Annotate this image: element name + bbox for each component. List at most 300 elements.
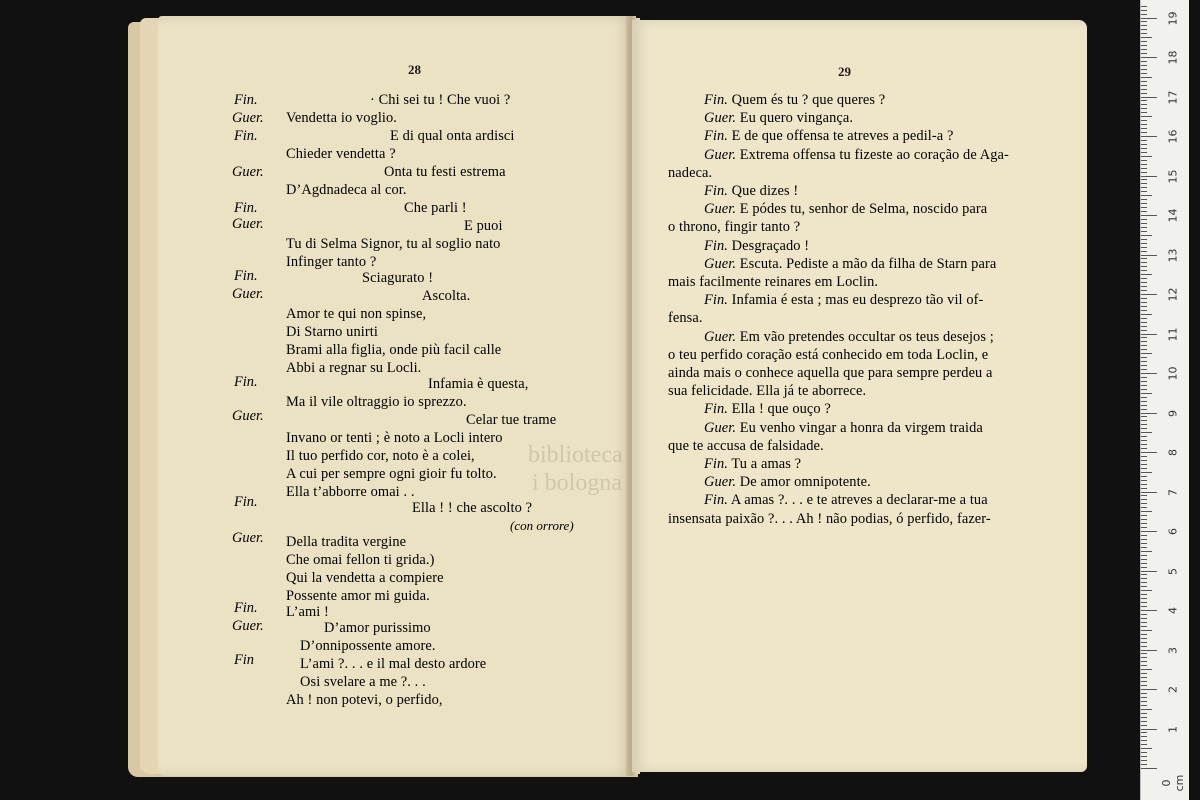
verse-line: Possente amor mi guida.	[286, 588, 430, 604]
ruler-tick	[1141, 314, 1152, 315]
ruler-tick	[1141, 389, 1147, 390]
ruler-tick	[1141, 199, 1147, 200]
ruler-tick	[1141, 436, 1147, 437]
ruler-tick	[1141, 49, 1147, 50]
verse-line: Ma il vile oltraggio io sprezzo.	[286, 394, 467, 410]
ruler-tick	[1141, 341, 1147, 342]
ruler-tick	[1141, 243, 1147, 244]
ruler-tick	[1141, 740, 1147, 741]
ruler-tick	[1141, 270, 1147, 271]
verse-line: Qui la vendetta a compiere	[286, 570, 444, 586]
ruler-tick	[1141, 361, 1147, 362]
ruler-tick	[1141, 760, 1147, 761]
ruler-number: 12	[1166, 287, 1180, 302]
ruler-tick	[1141, 582, 1147, 583]
ruler-tick	[1141, 330, 1147, 331]
ruler-tick	[1141, 176, 1157, 177]
ruler-tick	[1141, 673, 1147, 674]
ruler-number: 3	[1166, 646, 1180, 654]
speaker-label: Fin.	[704, 128, 728, 145]
ruler-number: 17	[1166, 90, 1180, 104]
ruler-tick	[1141, 381, 1147, 382]
ruler-tick	[1141, 179, 1147, 180]
ruler-tick	[1141, 140, 1147, 141]
ruler-tick	[1141, 756, 1147, 757]
speaker-label: Fin.	[704, 183, 728, 199]
verse-line: D’onnipossente amore.	[300, 638, 436, 654]
prose-paragraph	[704, 92, 885, 109]
ruler-tick	[1141, 235, 1152, 236]
ruler-tick	[1141, 77, 1152, 78]
speaker-label: Guer.	[704, 110, 737, 127]
ruler-tick	[1141, 586, 1147, 587]
ruler-tick	[1141, 397, 1147, 398]
ruler-tick	[1141, 618, 1147, 619]
ruler-tick	[1141, 85, 1147, 86]
ruler-tick	[1141, 748, 1152, 749]
prose-continuation: que te accusa de falsidade.	[668, 437, 824, 454]
prose-paragraph	[704, 292, 983, 309]
speaker-label: Fin.	[234, 128, 258, 144]
ruler-tick	[1141, 634, 1147, 635]
ruler-tick	[1141, 594, 1147, 595]
ruler-tick	[1141, 10, 1147, 11]
ruler-tick	[1141, 211, 1147, 212]
ruler-number: 5	[1166, 567, 1180, 575]
ruler-tick	[1141, 298, 1147, 299]
ruler-tick	[1141, 266, 1147, 267]
prose-continuation: o throno, fingir tanto ?	[668, 219, 801, 236]
prose-continuation: sua felicidade. Ella já te aborrece.	[668, 383, 867, 400]
ruler-tick	[1141, 262, 1147, 263]
speaker-label: Guer.	[704, 474, 737, 491]
ruler-tick	[1141, 255, 1157, 256]
verse-line: Tu di Selma Signor, tu al soglio nato	[286, 236, 501, 252]
ruler-tick	[1141, 725, 1147, 726]
verse-line: Osi svelare a me ?. . .	[300, 674, 426, 690]
ruler-tick	[1141, 57, 1157, 58]
ruler-tick	[1141, 69, 1147, 70]
ruler-tick	[1141, 539, 1147, 540]
ruler-zero-label: 0 cm	[1160, 774, 1186, 792]
ruler-tick	[1141, 168, 1147, 169]
ruler-tick	[1141, 116, 1152, 117]
ruler-number: 13	[1166, 248, 1180, 262]
prose-text: Quem és tu ? que queres ?	[727, 92, 886, 108]
speaker-label: Fin	[234, 652, 254, 668]
ruler-number: 16	[1166, 129, 1180, 144]
prose-paragraph	[704, 329, 994, 346]
ruler-number: 11	[1166, 327, 1180, 341]
ruler-tick	[1141, 108, 1147, 109]
ruler-tick	[1141, 480, 1147, 481]
ruler-tick	[1141, 468, 1147, 469]
ruler-tick	[1141, 294, 1157, 295]
prose-continuation: nadeca.	[668, 164, 713, 181]
ruler-tick	[1141, 709, 1152, 710]
verse-line: Infamia è questa,	[428, 376, 529, 392]
ruler-tick	[1141, 112, 1147, 113]
ruler-tick	[1141, 484, 1147, 485]
ruler-tick	[1141, 18, 1157, 19]
ruler-tick	[1141, 650, 1157, 651]
ruler-tick	[1141, 53, 1147, 54]
speaker-label: Fin.	[704, 456, 728, 472]
ruler-tick	[1141, 322, 1147, 323]
ruler-tick	[1141, 65, 1147, 66]
ruler-tick	[1141, 334, 1157, 335]
ruler-number: 18	[1166, 50, 1180, 65]
ruler-tick	[1141, 191, 1147, 192]
ruler-tick	[1141, 152, 1147, 153]
ruler-tick	[1141, 693, 1147, 694]
prose-text: Infamia é esta ; mas eu desprezo tão vil of-	[727, 292, 984, 309]
ruler-tick	[1141, 626, 1147, 627]
ruler-tick	[1141, 373, 1157, 374]
ruler-tick	[1141, 187, 1147, 188]
ruler-tick	[1141, 104, 1147, 105]
ruler-tick	[1141, 614, 1147, 615]
verse-line: Della tradita vergine	[286, 534, 407, 550]
ruler-tick	[1141, 357, 1147, 358]
speaker-label: Fin.	[234, 92, 258, 108]
ruler-tick	[1141, 523, 1147, 524]
ruler-number: 4	[1166, 607, 1180, 614]
ruler-tick	[1141, 744, 1147, 745]
prose-text: E de que offensa te atreves a pedil-a ?	[727, 128, 954, 145]
speaker-label: Guer.	[704, 146, 737, 163]
ruler-tick	[1141, 444, 1147, 445]
ruler-tick	[1141, 547, 1147, 548]
speaker-label: Fin.	[234, 268, 258, 284]
verse-line: Onta tu festi estrema	[384, 164, 506, 180]
ruler-tick	[1141, 424, 1147, 425]
verse-line: L’ami ?. . . e il mal desto ardore	[300, 656, 487, 672]
verse-line: Che omai fellon ti grida.)	[286, 552, 435, 568]
ruler-tick	[1141, 278, 1147, 279]
prose-paragraph	[704, 492, 988, 509]
ruler-tick	[1141, 29, 1147, 30]
ruler-tick	[1141, 73, 1147, 74]
prose-paragraph	[704, 147, 1009, 164]
prose-continuation: insensata paixão ?. . . Ah ! não podias, ó perfido, fazer-	[668, 510, 991, 527]
ruler-tick	[1141, 345, 1147, 346]
speaker-label: Guer.	[704, 255, 737, 272]
speaker-label: Fin.	[234, 494, 258, 510]
prose-continuation: ainda mais o conhece aquella que para sempre perdeu a	[668, 365, 993, 381]
ruler-tick	[1141, 120, 1147, 121]
verse-line: Brami alla figlia, onde più facil calle	[286, 342, 502, 358]
prose-text: Desgraçado !	[727, 237, 810, 254]
ruler-tick	[1141, 713, 1147, 714]
ruler-tick	[1141, 128, 1147, 129]
ruler-tick	[1141, 440, 1147, 441]
ruler-tick	[1141, 286, 1147, 287]
ruler-tick	[1141, 677, 1147, 678]
ruler-tick	[1141, 365, 1147, 366]
ruler-tick	[1141, 689, 1157, 690]
ruler-tick	[1141, 642, 1147, 643]
ruler-tick	[1141, 124, 1147, 125]
ruler-tick	[1141, 144, 1147, 145]
verse-line: Che parli !	[404, 200, 467, 216]
ruler-tick	[1141, 215, 1157, 216]
ruler-tick	[1141, 515, 1147, 516]
ruler-tick	[1141, 752, 1147, 753]
ruler-tick	[1141, 717, 1147, 718]
ruler-number: 15	[1166, 169, 1180, 183]
ruler-tick	[1141, 646, 1147, 647]
ruler-tick	[1141, 337, 1147, 338]
ruler-tick	[1141, 669, 1152, 670]
verse-line: E puoi	[464, 218, 503, 234]
speaker-label: Fin.	[704, 92, 728, 108]
ruler-number: 2	[1166, 686, 1180, 693]
speaker-label: Guer.	[232, 530, 264, 546]
ruler-tick	[1141, 25, 1147, 26]
measurement-ruler	[1140, 0, 1189, 800]
ruler-tick	[1141, 685, 1147, 686]
verse-line: E di qual onta ardisci	[390, 128, 515, 144]
speaker-label: Fin.	[704, 292, 728, 309]
ruler-tick	[1141, 488, 1147, 489]
ruler-tick	[1141, 492, 1157, 493]
verse-line: Vendetta io voglio.	[286, 110, 398, 126]
ruler-tick	[1141, 231, 1147, 232]
ruler-tick	[1141, 729, 1157, 730]
ruler-tick	[1141, 385, 1147, 386]
ruler-tick	[1141, 507, 1147, 508]
verse-line: D’amor purissimo	[324, 620, 431, 636]
ruler-tick	[1141, 369, 1147, 370]
prose-continuation: o teu perfido coração está conhecido em toda Loclin, e	[668, 346, 989, 363]
ruler-number: 7	[1166, 488, 1180, 496]
verse-line: Ella ! ! che ascolto ?	[412, 500, 533, 516]
verse-line: Abbi a regnar su Locli.	[286, 360, 422, 376]
ruler-tick	[1141, 207, 1147, 208]
speaker-label: Guer.	[232, 408, 264, 424]
prose-continuation: fensa.	[668, 310, 703, 327]
ruler-tick	[1141, 274, 1152, 275]
ruler-tick	[1141, 14, 1147, 15]
verse-line: Amor te qui non spinse,	[286, 306, 427, 322]
watermark-line-2: i bologna	[532, 470, 622, 496]
ruler-number: 10	[1166, 366, 1180, 381]
prose-paragraph	[704, 456, 801, 473]
ruler-tick	[1141, 413, 1157, 414]
ruler-number: 6	[1166, 528, 1180, 535]
speaker-label: Guer.	[232, 164, 264, 180]
ruler-tick	[1141, 172, 1147, 173]
prose-text: Eu venho vingar a honra da virgem traida	[736, 419, 983, 436]
ruler-tick	[1141, 456, 1147, 457]
ruler-tick	[1141, 93, 1147, 94]
ruler-tick	[1141, 258, 1147, 259]
ruler-tick	[1141, 41, 1147, 42]
stage-direction: (con orrore)	[510, 518, 574, 533]
ruler-tick	[1141, 460, 1147, 461]
ruler-tick	[1141, 393, 1152, 394]
ruler-tick	[1141, 736, 1147, 737]
verse-line: Di Starno unirti	[286, 324, 378, 340]
ruler-tick	[1141, 401, 1147, 402]
ruler-tick	[1141, 527, 1147, 528]
ruler-tick	[1141, 251, 1147, 252]
verse-line: L’ami !	[286, 604, 329, 620]
speaker-label: Guer.	[232, 618, 264, 634]
page-number-right: 29	[838, 64, 851, 79]
ruler-tick	[1141, 61, 1147, 62]
prose-paragraph	[704, 256, 996, 273]
ruler-tick	[1141, 45, 1147, 46]
ruler-tick	[1141, 472, 1152, 473]
ruler-number: 19	[1166, 11, 1180, 25]
speaker-label: Fin.	[704, 492, 728, 509]
verse-line: Ah ! non potevi, o perfido,	[286, 692, 443, 708]
prose-paragraph	[704, 420, 983, 437]
ruler-tick	[1141, 697, 1147, 698]
ruler-tick	[1141, 160, 1147, 161]
ruler-tick	[1141, 89, 1147, 90]
ruler-tick	[1141, 452, 1157, 453]
ruler-tick	[1141, 721, 1147, 722]
prose-paragraph	[704, 110, 853, 127]
speaker-label: Guer.	[704, 201, 737, 218]
verse-line: Infinger tanto ?	[286, 254, 377, 270]
ruler-tick	[1141, 638, 1147, 639]
ruler-tick	[1141, 448, 1147, 449]
ruler-tick	[1141, 503, 1147, 504]
ruler-tick	[1141, 148, 1147, 149]
ruler-tick	[1141, 574, 1147, 575]
speaker-label: Guer.	[232, 110, 264, 126]
ruler-tick	[1141, 732, 1147, 733]
prose-text: Que dizes !	[727, 183, 799, 199]
ruler-tick	[1141, 511, 1152, 512]
ruler-tick	[1141, 310, 1147, 311]
ruler-tick	[1141, 136, 1157, 137]
verse-line: Chieder vendetta ?	[286, 146, 396, 162]
ruler-number: 14	[1166, 208, 1180, 223]
ruler-tick	[1141, 239, 1147, 240]
ruler-tick	[1141, 306, 1147, 307]
ruler-tick	[1141, 543, 1147, 544]
speaker-label: Fin.	[234, 600, 258, 616]
ruler-tick	[1141, 247, 1147, 248]
ruler-tick	[1141, 183, 1147, 184]
ruler-tick	[1141, 665, 1147, 666]
ruler-tick	[1141, 602, 1147, 603]
ruler-tick	[1141, 768, 1157, 769]
ruler-tick	[1141, 531, 1157, 532]
speaker-label: Guer.	[232, 216, 264, 232]
ruler-tick	[1141, 409, 1147, 410]
prose-continuation: mais facilmente reinares em Loclin.	[668, 274, 879, 290]
ruler-tick	[1141, 630, 1152, 631]
prose-paragraph	[704, 201, 987, 218]
ruler-tick	[1141, 318, 1147, 319]
ruler-tick	[1141, 428, 1147, 429]
prose-text: Extrema offensa tu fizeste ao coração de Aga-	[736, 146, 1009, 163]
ruler-tick	[1141, 37, 1152, 38]
ruler-tick	[1141, 657, 1147, 658]
ruler-tick	[1141, 432, 1152, 433]
prose-paragraph	[704, 238, 809, 255]
ruler-tick	[1141, 156, 1152, 157]
ruler-tick	[1141, 590, 1152, 591]
ruler-tick	[1141, 578, 1147, 579]
verse-line: Celar tue trame	[466, 412, 557, 428]
prose-text: Eu quero vingança.	[736, 110, 854, 127]
ruler-tick	[1141, 653, 1147, 654]
prose-text: Ella ! que ouço ?	[727, 401, 831, 418]
ruler-tick	[1141, 21, 1147, 22]
verse-line: · Chi sei tu ! Che vuoi ?	[370, 92, 511, 108]
ruler-tick	[1141, 81, 1147, 82]
ruler-tick	[1141, 349, 1147, 350]
ruler-tick	[1141, 559, 1147, 560]
page-number-left: 28	[408, 62, 421, 77]
prose-text: Escuta. Pediste a mão da filha de Starn para	[736, 255, 997, 272]
ruler-number: 1	[1166, 725, 1180, 733]
ruler-tick	[1141, 195, 1152, 196]
speaker-label: Fin.	[704, 401, 728, 418]
ruler-tick	[1141, 164, 1147, 165]
verse-line: Invano or tenti ; è noto a Locli intero	[286, 430, 503, 446]
ruler-tick	[1141, 290, 1147, 291]
prose-text: E pódes tu, senhor de Selma, noscido para	[736, 201, 988, 218]
ruler-tick	[1141, 563, 1147, 564]
ruler-tick	[1141, 567, 1147, 568]
ruler-tick	[1141, 223, 1147, 224]
ruler-tick	[1141, 535, 1147, 536]
ruler-number: 9	[1166, 409, 1180, 417]
ruler-tick	[1141, 571, 1157, 572]
ruler-tick	[1141, 681, 1147, 682]
ruler-tick	[1141, 377, 1147, 378]
ruler-tick	[1141, 420, 1147, 421]
ruler-tick	[1141, 606, 1147, 607]
ruler-tick	[1141, 661, 1147, 662]
ruler-tick	[1141, 610, 1157, 611]
speaker-label: Fin.	[234, 200, 258, 216]
ruler-tick	[1141, 519, 1147, 520]
verse-line: Il tuo perfido cor, noto è a colei,	[286, 448, 475, 464]
ruler-tick	[1141, 476, 1147, 477]
verse-line: Ascolta.	[422, 288, 471, 304]
ruler-tick	[1141, 100, 1147, 101]
ruler-tick	[1141, 701, 1147, 702]
ruler-tick	[1141, 6, 1147, 7]
ruler-tick	[1141, 622, 1147, 623]
prose-text: Tu a amas ?	[727, 456, 802, 472]
ruler-tick	[1141, 405, 1147, 406]
ruler-number: 8	[1166, 449, 1180, 456]
ruler-tick	[1141, 203, 1147, 204]
verse-line: A cui per sempre ogni gioir fu tolto.	[286, 466, 497, 482]
ruler-tick	[1141, 764, 1147, 765]
ruler-tick	[1141, 495, 1147, 496]
ruler-tick	[1141, 499, 1147, 500]
speaker-label: Guer.	[704, 419, 737, 436]
prose-text: De amor omnipotente.	[736, 474, 871, 491]
speaker-label: Fin.	[234, 374, 258, 390]
verse-line: Sciagurato !	[362, 270, 434, 286]
prose-text: A amas ?. . . e te atreves a declarar-me a tua	[727, 492, 988, 509]
ruler-tick	[1141, 555, 1147, 556]
prose-text: Em vão pretendes occultar os teus desejos ;	[736, 328, 994, 345]
verse-line: Ella t’abborre omai . .	[286, 484, 415, 500]
